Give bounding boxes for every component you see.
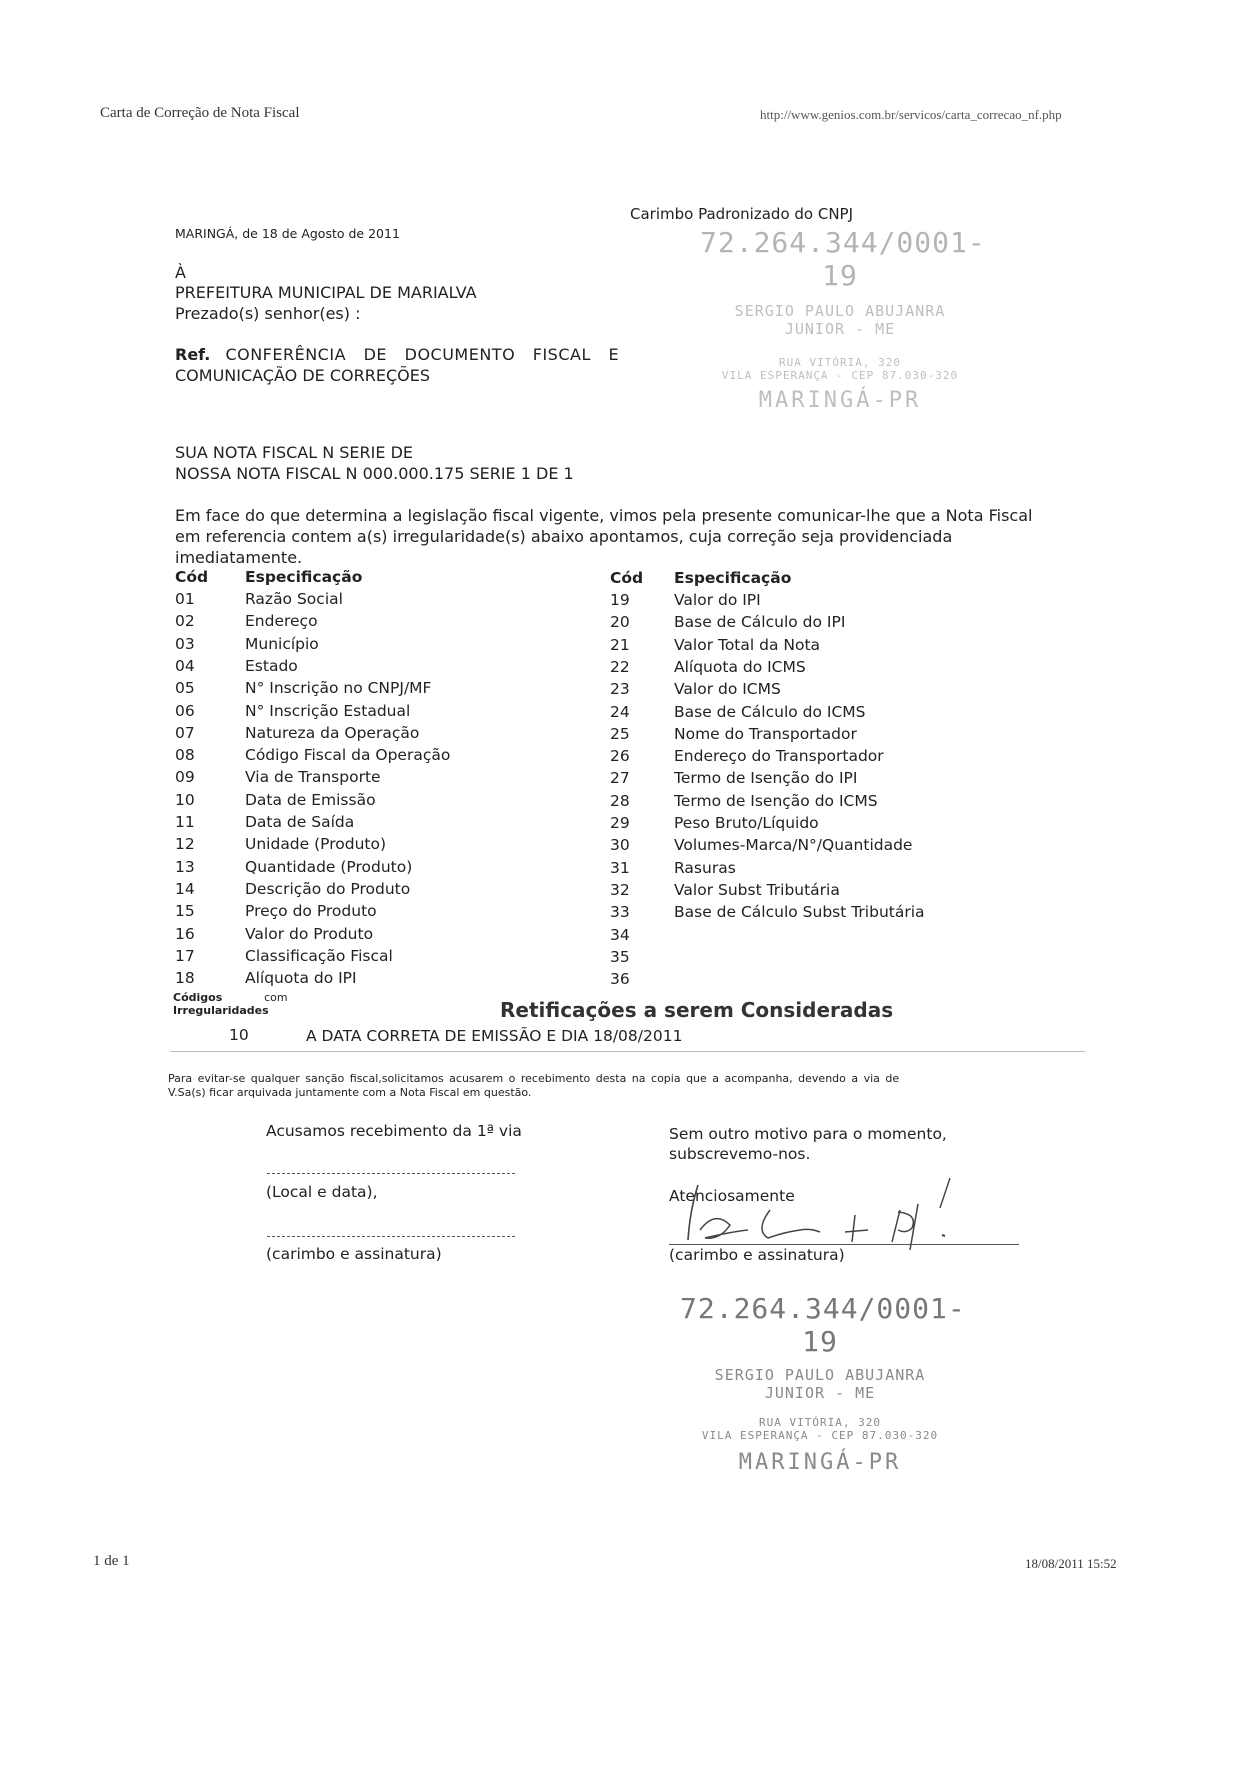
col-cod-right: Cód xyxy=(610,569,644,587)
code-cell: 18 xyxy=(175,969,195,988)
specification-cell: Código Fiscal da Operação xyxy=(245,746,451,765)
specification-cell: Razão Social xyxy=(245,590,343,608)
specification-cell: Rasuras xyxy=(674,858,736,877)
code-cell: 11 xyxy=(175,813,195,831)
code-cell: 35 xyxy=(610,947,630,966)
stamp-street: RUA VITÓRIA, 320 xyxy=(779,356,901,369)
print-datetime: 18/08/2011 15:52 xyxy=(1025,1556,1117,1571)
closing-line2: subscrevemo-nos. xyxy=(669,1145,811,1163)
stamp-city: MARINGÁ-PR xyxy=(758,388,922,413)
code-cell: 13 xyxy=(175,857,195,876)
specification-cell: N° Inscrição no CNPJ/MF xyxy=(245,679,432,698)
notice xyxy=(168,1072,1088,1100)
rectification-title: Retificações a serem Consideradas xyxy=(500,998,894,1022)
code-cell: 16 xyxy=(175,924,195,943)
stamp-name: SERGIO PAULO ABUJANRA xyxy=(734,302,946,320)
code-cell: 03 xyxy=(175,634,195,653)
specification-cell: Base de Cálculo do ICMS xyxy=(674,702,866,721)
specification-cell: Via de Transporte xyxy=(245,768,381,787)
code-cell: 09 xyxy=(175,768,195,787)
specification-cell: Termo de Isenção do IPI xyxy=(674,769,858,788)
ref-line2: COMUNICAÇÃO DE CORREÇÕES xyxy=(175,366,430,385)
stamp-title: Carimbo Padronizado do CNPJ xyxy=(630,205,854,223)
notice-line2: V.Sa(s) ficar arquivada juntamente com a Nota Fiscal em questão. xyxy=(168,1086,532,1099)
specification-cell: Volumes-Marca/N°/Quantidade xyxy=(674,836,913,855)
stamp-suffix: JUNIOR - ME xyxy=(764,1384,876,1402)
codes-label xyxy=(173,991,288,1017)
code-cell: 30 xyxy=(610,836,630,855)
specification-cell: Data de Saída xyxy=(245,813,355,831)
codes-label-com: com xyxy=(264,991,288,1004)
specification-cell: Valor do IPI xyxy=(674,591,761,609)
col-cod-left: Cód xyxy=(175,568,209,586)
code-cell: 33 xyxy=(610,903,630,922)
intro-line3: imediatamente. xyxy=(175,548,303,567)
code-cell: 02 xyxy=(175,612,195,631)
closing xyxy=(669,1124,947,1164)
specification-cell: Valor Subst Tributária xyxy=(674,880,840,899)
stamp-name: SERGIO PAULO ABUJANRA xyxy=(714,1366,926,1384)
specification-cell: N° Inscrição Estadual xyxy=(245,701,411,720)
code-cell: 04 xyxy=(175,656,195,675)
to-label: À xyxy=(175,263,186,282)
code-cell: 31 xyxy=(610,858,630,877)
their-invoice: SUA NOTA FISCAL N SERIE DE xyxy=(175,443,413,462)
greeting: Prezado(s) senhor(es) : xyxy=(175,304,361,323)
code-cell: 29 xyxy=(610,814,630,832)
place-date: MARINGÁ, de 18 de Agosto de 2011 xyxy=(175,226,400,241)
code-cell: 22 xyxy=(610,657,630,676)
recipient: PREFEITURA MUNICIPAL DE MARIALVA xyxy=(175,283,477,302)
company-stamp-bottom xyxy=(680,1292,966,1475)
specification-cell: Termo de Isenção do ICMS xyxy=(674,791,878,810)
code-cell: 14 xyxy=(175,879,195,898)
specification-cell: Natureza da Operação xyxy=(245,723,420,742)
stamp-city: MARINGÁ-PR xyxy=(738,1450,902,1475)
page-number: 1 de 1 xyxy=(93,1553,130,1569)
reference xyxy=(175,344,619,365)
code-cell: 36 xyxy=(610,970,630,989)
closing-signature-line xyxy=(669,1244,1019,1245)
stamp-cnpj: 72.264.344/0001-19 xyxy=(700,226,986,292)
code-cell: 24 xyxy=(610,702,630,721)
signature-line xyxy=(267,1236,515,1237)
code-cell: 15 xyxy=(175,902,195,921)
specification-cell: Valor do ICMS xyxy=(674,680,781,699)
code-cell: 08 xyxy=(175,746,195,765)
receipt-ack: Acusamos recebimento da 1ª via xyxy=(266,1122,522,1140)
specification-cell: Base de Cálculo Subst Tributária xyxy=(674,903,925,922)
specification-cell: Descrição do Produto xyxy=(245,879,411,898)
code-cell: 06 xyxy=(175,701,195,720)
local-date-label: (Local e data), xyxy=(266,1183,378,1201)
local-date-line xyxy=(267,1173,515,1174)
codes-label-line2: Irregularidades xyxy=(173,1004,269,1017)
specification-cell: Alíquota do IPI xyxy=(245,969,357,988)
specification-cell: Classificação Fiscal xyxy=(245,946,393,965)
ref-line1: CONFERÊNCIA DE DOCUMENTO FISCAL E xyxy=(225,345,620,364)
specification-cell: Endereço do Transportador xyxy=(674,747,884,766)
code-cell: 25 xyxy=(610,724,630,743)
intro-line2: em referencia contem a(s) irregularidade(s) abaixo apontamos, cuja correção seja providenciada xyxy=(175,527,953,546)
col-spec-left: Especificação xyxy=(245,568,363,586)
specification-cell: Valor Total da Nota xyxy=(674,635,821,654)
rectification-code: 10 xyxy=(229,1026,249,1044)
col-spec-right: Especificação xyxy=(674,569,792,587)
closing-line1: Sem outro motivo para o momento, xyxy=(669,1125,947,1143)
divider xyxy=(170,1051,1085,1052)
closing-stamp-sign: (carimbo e assinatura) xyxy=(669,1246,845,1264)
intro-paragraph xyxy=(175,505,1075,568)
code-cell: 07 xyxy=(175,723,195,742)
specification-cell: Preço do Produto xyxy=(245,902,377,921)
specification-cell: Endereço xyxy=(245,612,318,631)
code-cell: 17 xyxy=(175,946,195,965)
ref-label: Ref. xyxy=(175,345,211,364)
intro-line1: Em face do que determina a legislação fiscal vigente, vimos pela presente comunicar-lhe que a Nota Fiscal xyxy=(175,506,1033,525)
code-cell: 23 xyxy=(610,680,630,699)
code-cell: 20 xyxy=(610,613,630,632)
stamp-cnpj: 72.264.344/0001-19 xyxy=(680,1292,966,1358)
codes-label-line1: Códigos xyxy=(173,991,223,1004)
code-cell: 27 xyxy=(610,769,630,788)
code-cell: 26 xyxy=(610,747,630,766)
receipt-stamp-sign: (carimbo e assinatura) xyxy=(266,1245,442,1263)
code-cell: 12 xyxy=(175,835,195,854)
stamp-district: VILA ESPERANÇA - CEP 87.030-320 xyxy=(701,1429,939,1442)
specification-cell: Data de Emissão xyxy=(245,790,376,809)
specification-cell: Nome do Transportador xyxy=(674,724,857,743)
browser-page-title: Carta de Correção de Nota Fiscal xyxy=(100,105,300,121)
code-cell: 34 xyxy=(610,925,630,944)
specification-cell: Estado xyxy=(245,656,298,675)
code-cell: 10 xyxy=(175,790,195,809)
browser-page-url: http://www.genios.com.br/servicos/carta_correcao_nf.php xyxy=(760,107,1062,122)
code-cell: 21 xyxy=(610,635,630,654)
code-cell: 32 xyxy=(610,880,630,899)
code-cell: 19 xyxy=(610,591,630,609)
our-invoice: NOSSA NOTA FISCAL N 000.000.175 SERIE 1 DE 1 xyxy=(175,464,574,483)
specification-cell: Valor do Produto xyxy=(245,924,374,943)
specification-cell: Quantidade (Produto) xyxy=(245,857,413,876)
closing-regards: Atenciosamente xyxy=(669,1187,795,1205)
specification-cell: Alíquota do ICMS xyxy=(674,657,806,676)
stamp-street: RUA VITÓRIA, 320 xyxy=(759,1416,881,1429)
stamp-suffix: JUNIOR - ME xyxy=(784,320,896,338)
rectification-text: A DATA CORRETA DE EMISSÃO E DIA 18/08/2011 xyxy=(306,1027,683,1045)
stamp-district: VILA ESPERANÇA - CEP 87.030-320 xyxy=(721,369,959,382)
specification-cell: Peso Bruto/Líquido xyxy=(674,814,819,832)
company-stamp-top xyxy=(700,226,986,413)
code-cell: 28 xyxy=(610,791,630,810)
notice-line1: Para evitar-se qualquer sanção fiscal,solicitamos acusarem o recebimento desta na copia que a acompanha, devendo a via de xyxy=(168,1072,900,1085)
specification-cell: Município xyxy=(245,634,319,653)
specification-cell: Unidade (Produto) xyxy=(245,835,387,854)
code-cell: 05 xyxy=(175,679,195,698)
code-cell: 01 xyxy=(175,590,195,608)
specification-cell: Base de Cálculo do IPI xyxy=(674,613,846,632)
